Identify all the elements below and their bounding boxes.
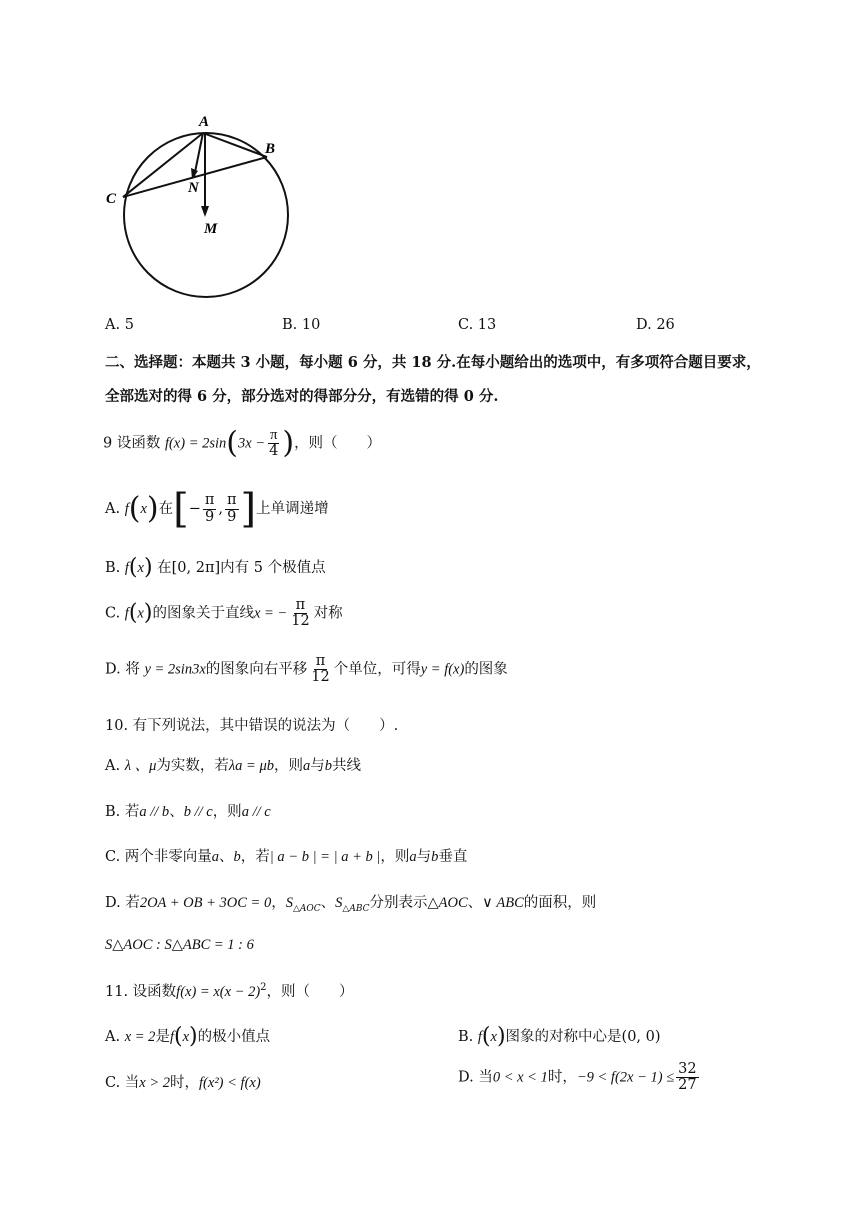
- option-text: 共线: [331, 758, 361, 774]
- option-label: C. 当: [105, 1075, 140, 1091]
- q10-option-d: [105, 891, 596, 914]
- option-label: D. 当: [458, 1069, 493, 1086]
- frac-den: 4: [269, 443, 279, 460]
- equation: | a − b | = | a + b |: [269, 849, 381, 865]
- option-text: 为实数，若: [156, 758, 229, 774]
- label-b: B: [265, 141, 276, 157]
- q10-option-a: [105, 754, 361, 775]
- option-label: D. 将: [105, 661, 140, 678]
- q9-option-b: B. f(x) 在[0, 2π]内有 5 个极值点: [105, 555, 326, 580]
- exponent: 2: [260, 982, 267, 994]
- option-text: 的面积，则: [523, 895, 597, 911]
- frac-num: 32: [678, 1061, 697, 1077]
- separator: ，: [271, 895, 286, 911]
- q11-option-b: B. f(x)图象的对称中心是(0, 0): [458, 1024, 661, 1049]
- q9-stem-suffix: ，则（ ）: [294, 435, 382, 452]
- fraction-32-27: [676, 1062, 698, 1093]
- separator: 、: [467, 895, 483, 911]
- fx: f: [169, 1029, 174, 1045]
- q11-option-a: A. x = 2是f(x)的极小值点: [105, 1024, 271, 1049]
- interval: [0, 2π]: [171, 560, 221, 576]
- option-label: A.: [105, 758, 121, 774]
- q8-option-b: B. 10: [282, 317, 321, 333]
- point: (0, 0): [621, 1029, 661, 1045]
- option-label: C. 两个非零向量: [105, 849, 212, 865]
- equation: x = 2: [124, 1029, 156, 1045]
- segment-ab: [203, 133, 267, 157]
- q10-option-d-line2: S△AOC : S△ABC = 1 : 6: [105, 937, 254, 953]
- separator: 、: [320, 895, 336, 911]
- q9-option-c: C. f(x)的图象关于直线x = − $\frac{\pi}{12}$ 对称: [105, 597, 343, 630]
- equation: a // c: [241, 804, 271, 820]
- q9-option-a: A. f(x)在[− $\frac{\pi}{9}$ , $\frac{\pi}{9}$ ]上单调递增: [105, 486, 329, 532]
- option-text: 时，: [547, 1069, 577, 1086]
- option-label: A.: [105, 501, 121, 517]
- option-text: 在: [157, 560, 172, 576]
- triangle: △AOC: [427, 895, 468, 911]
- stem-prefix: 11. 设函数: [105, 984, 177, 1000]
- equation: f(x) = x(x − 2): [176, 984, 261, 1000]
- option-text: 分别表示: [369, 895, 428, 911]
- vector: b: [324, 758, 332, 774]
- vector: a: [409, 849, 417, 865]
- area-subscript: △AOC: [292, 903, 321, 914]
- option-text: 是: [155, 1029, 170, 1045]
- q10-option-b: [105, 800, 271, 821]
- q8-option-d: D. 26: [636, 317, 675, 333]
- condition: x > 2: [139, 1075, 171, 1091]
- q11-option-c: [105, 1071, 261, 1092]
- q8-option-a: A. 5: [105, 317, 134, 333]
- paren-open: (: [226, 425, 238, 461]
- vector: b: [431, 849, 439, 865]
- fx: f: [124, 605, 129, 622]
- pi-over-12: $\frac{\pi}{12}$: [291, 597, 310, 630]
- equation: y = f(x): [420, 661, 465, 678]
- option-text: ，则: [212, 804, 242, 820]
- section-2-header-line1: 二、选择题：本题共 3 小题，每小题 6 分，共 18 分.在每小题给出的选项中，有多项符合题目要求，: [105, 354, 761, 371]
- label-m: M: [204, 221, 218, 237]
- option-text: 内有 5 个极值点: [220, 560, 326, 576]
- q9-stem: [103, 425, 382, 461]
- vector: a: [302, 758, 311, 774]
- q9-stem-prefix: 设函数: [116, 435, 161, 452]
- vector: a: [211, 849, 220, 865]
- equation: x = −: [253, 605, 288, 622]
- minus: −: [188, 501, 201, 517]
- pi-over-9: $\frac{\pi}{9}$: [204, 492, 215, 525]
- option-text: 时，: [170, 1075, 200, 1091]
- option-text: 在: [158, 501, 174, 517]
- frac-num: π: [270, 427, 278, 443]
- option-label: C.: [105, 605, 121, 622]
- pi-over-4: [267, 428, 280, 459]
- q11-stem: [105, 980, 354, 1001]
- option-text: 个单位，可得: [333, 661, 421, 678]
- option-text: 图象的对称中心是: [505, 1029, 622, 1045]
- option-text: 的极小值点: [197, 1029, 271, 1045]
- frac-den: 27: [678, 1077, 697, 1094]
- option-text: 垂直: [438, 849, 468, 865]
- option-text: 对称: [313, 605, 343, 622]
- q10-stem: 10. 有下列说法，其中错误的说法为（ ）.: [105, 718, 399, 734]
- option-text: 的图象: [464, 661, 508, 678]
- pi-over-12: $\frac{\pi}{12}$: [311, 653, 330, 686]
- q8-option-c: C. 13: [458, 317, 497, 333]
- variables: λ 、μ: [124, 758, 157, 774]
- option-text: ，则: [273, 758, 303, 774]
- equation: b // c: [183, 804, 213, 820]
- option-label: D. 若: [105, 895, 140, 911]
- equation: −9 < f(2x − 1) ≤: [576, 1069, 675, 1086]
- arrow-m: [201, 206, 209, 217]
- area-symbol: S: [335, 895, 343, 911]
- equation: 2OA + OB + 3OC = 0: [139, 895, 272, 911]
- fx: f: [124, 501, 129, 517]
- equation: y = 2sin3x: [144, 661, 206, 678]
- separator: 、: [219, 849, 234, 865]
- fx: f: [477, 1029, 482, 1045]
- section-2-header-line2: 全部选对的得 6 分，部分选对的得部分分，有选错的得 0 分.: [105, 388, 499, 405]
- paren-close: ): [282, 425, 295, 461]
- option-label: A.: [105, 1029, 121, 1045]
- geometry-figure: [95, 105, 305, 305]
- option-text: 的图象向右平移: [205, 661, 308, 678]
- option-label: B.: [105, 560, 121, 576]
- q11-option-d: [458, 1062, 701, 1093]
- area-symbol: S: [285, 895, 293, 911]
- separator: 、: [169, 804, 184, 820]
- option-text: 上单调递增: [256, 501, 329, 517]
- equation: a // b: [139, 804, 170, 820]
- option-text: 的图象关于直线: [152, 605, 254, 622]
- equation: f(x²) < f(x): [199, 1075, 261, 1091]
- option-label: B. 若: [105, 804, 140, 820]
- label-a: A: [199, 114, 210, 130]
- vector: b: [233, 849, 241, 865]
- q9-option-d: [105, 654, 508, 685]
- area-subscript: △ABC: [342, 903, 370, 914]
- option-text: ，若: [240, 849, 270, 865]
- q9-arg: 3x −: [238, 435, 266, 452]
- option-label: B.: [458, 1029, 474, 1045]
- stem-suffix: ，则（ ）: [266, 984, 354, 1000]
- label-c: C: [106, 191, 117, 207]
- q9-func: f(x) = 2sin: [164, 435, 227, 452]
- option-text: 与: [310, 758, 325, 774]
- q10-option-c: [105, 845, 467, 866]
- condition: 0 < x < 1: [492, 1069, 548, 1086]
- option-text: 与: [416, 849, 432, 865]
- fx: f: [124, 560, 129, 576]
- q9-number: 9: [103, 435, 113, 452]
- label-n: N: [188, 180, 199, 196]
- option-text: ，则: [380, 849, 410, 865]
- triangle: ∨ ABC: [482, 895, 524, 911]
- pi-over-9: $\frac{\pi}{9}$: [227, 492, 237, 525]
- equation: λa = μb: [228, 758, 274, 774]
